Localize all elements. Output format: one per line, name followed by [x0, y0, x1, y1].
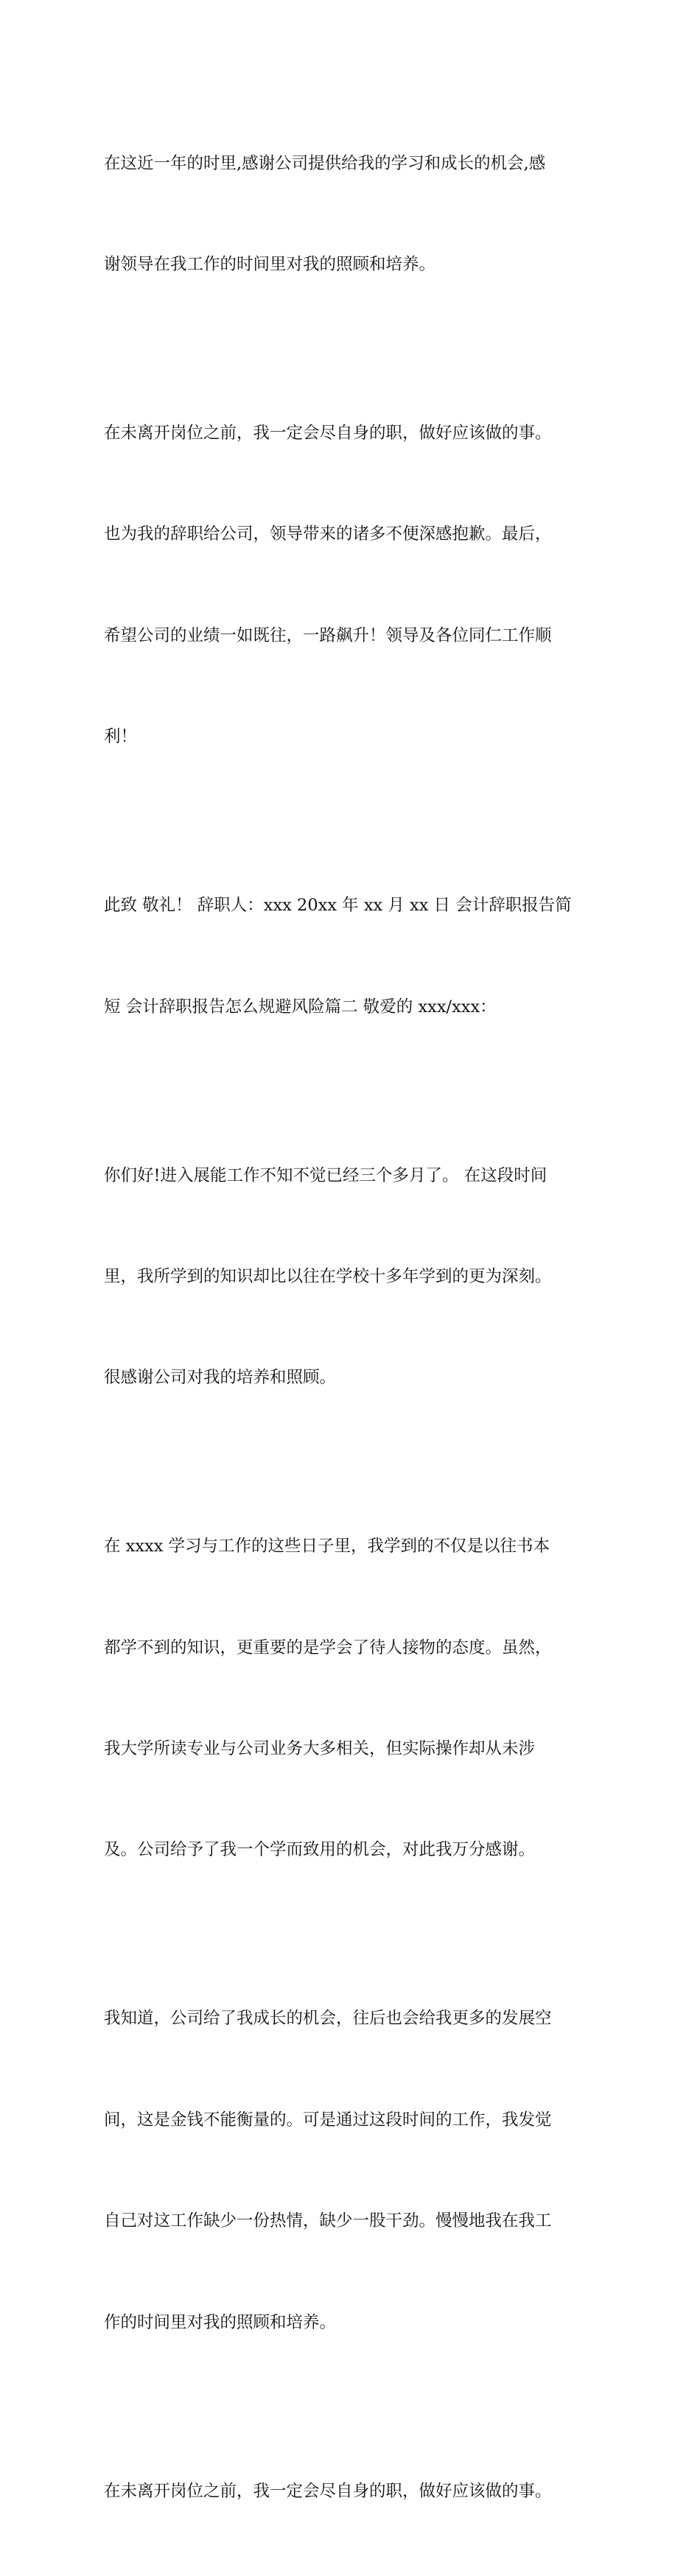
text-line: 希望公司的业绩一如既往，一路飙升！领导及各位同仁工作顺 [104, 625, 552, 645]
text-line: 都学不到的知识，更重要的是学会了待人接物的态度。虽然， [104, 1638, 552, 1657]
text-line: 作的时间里对我的照顾和培养。 [104, 2312, 337, 2332]
text-line: 利！ [104, 727, 138, 747]
text-line: 在未离开岗位之前，我一定会尽自身的职，做好应该做的事。 [104, 2481, 552, 2501]
text-line: 很感谢公司对我的培养和照顾。 [104, 1368, 337, 1388]
paragraph-learning [104, 1463, 599, 1935]
text-line: 也为我的辞职给公司，领导带来的诸多不便深感抱歉。最后， [104, 524, 552, 544]
text-line: 及。公司给予了我一个学而致用的机会，对此我万分感谢。 [104, 1840, 536, 1860]
text-line: 在未离开岗位之前，我一定会尽自身的职，做好应该做的事。 [104, 423, 552, 443]
text-line: 此致 敬礼！ 辞职人：xxx 20xx 年 xx 月 xx 日 会计辞职报告简 [104, 896, 572, 916]
text-line: 里，我所学到的知识却比以往在学校十多年学到的更为深刻。 [104, 1266, 552, 1286]
text-line: 谢领导在我工作的时间里对我的照顾和培养。 [104, 254, 436, 274]
text-line: 你们好!进入展能工作不知不觉已经三个多月了。 在这段时间 [104, 1165, 547, 1185]
paragraph-duty [104, 349, 599, 821]
paragraph-duty-repeat [104, 2407, 599, 2576]
text-line: 我知道，公司给了我成长的机会，往后也会给我更多的发展空 [104, 2009, 552, 2029]
text-line: 我大学所读专业与公司业务大多相关，但实际操作却从未涉 [104, 1739, 536, 1759]
paragraph-greeting [104, 1092, 599, 1463]
paragraph-thanks [104, 80, 599, 349]
paragraph-closing [104, 822, 599, 1092]
paragraph-reason [104, 1935, 599, 2407]
document-body [104, 80, 599, 2576]
text-line: 在 xxxx 学习与工作的这些日子里，我学到的不仅是以往书本 [104, 1537, 550, 1557]
text-line: 自己对这工作缺少一份热情，缺少一股干劲。慢慢地我在我工 [104, 2211, 552, 2231]
text-line: 在这近一年的时里,感谢公司提供给我的学习和成长的机会,感 [104, 153, 546, 173]
text-line: 间，这是金钱不能衡量的。可是通过这段时间的工作，我发觉 [104, 2110, 552, 2130]
text-line: 短 会计辞职报告怎么规避风险篇二 敬爱的 xxx/xxx： [104, 997, 497, 1017]
